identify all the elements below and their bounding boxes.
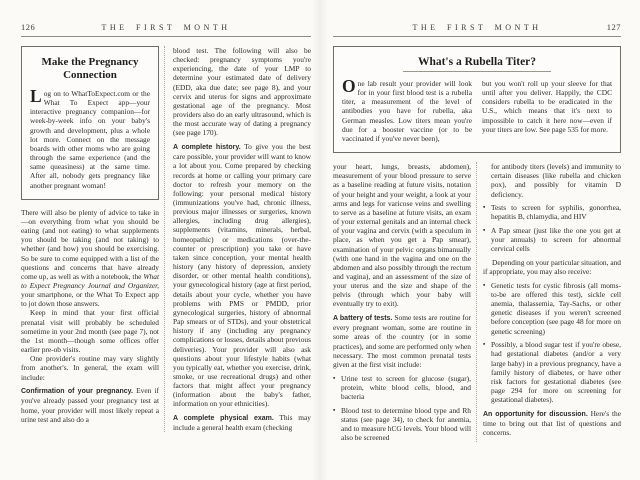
entry-lead: A battery of tests.: [333, 315, 393, 323]
paragraph: Keep in mind that your first official prenatal visit will probably be scheduled sometime in your 2nd month (see page 7), not the 1st month—though some offices offer earlier pre-ob visits.: [21, 308, 159, 355]
bullet-icon: ▪: [333, 406, 336, 414]
entry-lead: Confirmation of your pregnancy.: [21, 388, 133, 396]
box-column-2: but you won't roll up your sleeve for that until after you deliver. Happily, the CDC considers rubella to be eradicated in the U.S., which means that it's next to impossible to catch it here now—even if your titers are low. See page 535 for more.: [482, 79, 612, 134]
bullet-continuation: for antibody titers (levels) and immunity to certain diseases (like rubella and chicken pox), and possibly for vitamin D deficiency.: [491, 162, 621, 199]
entry-text: This may include a general health exam (checking: [173, 413, 311, 433]
page-header-right: [333, 22, 621, 37]
exam-entry-physical: [173, 413, 311, 432]
paragraph-continuation: your heart, lungs, breasts, abdomen), measurement of your blood pressure to serve as a baseline reading at future visits, notation of your height and your weight, a look at your arms and legs for varicose veins and swelling to serve as a baseline at future visits, an exam of your external genitals and an internal check of your vagina and cervix (with a speculum in place, as when you get a Pap smear), examination of your pelvic organs bimanually (with one hand in the vagina and one on the abdomen and also possibly through the rectum and vagina), and an assessment of the size of your uterus and the size and shape of the pelvis (through which your baby will eventually try to exit).: [333, 162, 471, 309]
list-item: [333, 374, 471, 401]
entry-text: To give you the best care possible, your provider will want to know a lot about you. Come prepared by checking records at home or calling your primary care doctor to refresh your memory on the following: your personal medical history (immunizations you've had, chronic illness, previous major illnesses or surgeries, known allergies, including drug allergies), supplements (vitamins, minerals, herbal, homeopathic) or medications (over-the-counter or prescription) you take or have taken since conception, your mental health history (any history of depression, anxiety disorder, or other mental health conditions), your gynecological history (age at first period, details about your cycle, whether you have problems with PMS or PMDD, prior gynecological surgeries, history of abnormal Pap smears or of STDs), and your obstetrical history if any (including any pregnancy complications or losses, details about previous deliveries). Your provider will also ask questions about your lifestyle habits (what you typically eat, whether you exercise, drink, smoke, or use recreational drugs) and other factors that might affect your pregnancy (information about the baby's father, information on your ethnicities).: [173, 142, 311, 409]
bullet-icon: ▪: [483, 341, 486, 349]
entry-text: Some tests are routine for every pregnant woman, some are routine in some areas of the country (or in some practices), and some are performed only when necessary. The most common prenatal tests given at the first visit include:: [333, 313, 471, 369]
list-item: [483, 203, 621, 221]
list-item-text: Tests to screen for syphilis, gonorrhea, hepatitis B, chlamydia, and HIV: [491, 203, 621, 222]
exam-entry-tests: [333, 313, 471, 369]
list-item-text: Genetic tests for cystic fibrosis (all moms-to-be are offered this test), sickle cell anemia, thalassemia, Tay-Sachs, or other genetic diseases if you weren't screened before conception (see page 48 for more on genetic screening): [491, 280, 621, 336]
running-head: THE FIRST MONTH: [101, 23, 231, 32]
box-column-1: [342, 76, 477, 143]
list-item: [333, 406, 471, 443]
list-item: [483, 281, 621, 336]
page-header-left: [21, 22, 311, 37]
paragraph: Depending on your particular situation, and if appropriate, you may also receive:: [483, 258, 621, 277]
list-item-text: Urine test to screen for glucose (sugar), protein, white blood cells, blood, and bacteria: [341, 373, 471, 401]
column-divider: [476, 162, 478, 442]
bullet-icon: ▪: [483, 281, 486, 289]
list-item: [483, 340, 621, 404]
page-127: [320, 0, 640, 480]
box-title-rule: [403, 71, 551, 72]
entry-lead: A complete physical exam.: [173, 415, 274, 423]
paragraph: [21, 208, 159, 309]
exam-entry-discussion: [483, 409, 621, 437]
column-divider: [164, 46, 168, 432]
box-body-text: ne lab result your provider will look for in your first blood test is a rubella titer, a measurement of the level of antibodies you have for rubella, aka German measles. Low titers mean you're due for a booster vaccine (or to be vaccinated if you've never been),: [342, 79, 472, 143]
book-title-italic: What to Expect Pregnancy Journal and Organizer,: [21, 271, 159, 290]
exam-entry-confirmation: [21, 386, 159, 424]
bullet-icon: ▪: [333, 374, 336, 382]
drop-cap: L: [30, 86, 42, 106]
rubella-titer-box: [333, 46, 621, 153]
box-title: What's a Rubella Titer?: [417, 56, 537, 68]
drop-cap: O: [342, 76, 356, 96]
page-number: 127: [606, 22, 621, 32]
box-body: [30, 86, 150, 190]
right-page-columns: [333, 162, 621, 442]
paragraph: One provider's routine may vary slightly from another's. In general, the exam will include:: [21, 354, 159, 382]
paragraph-continuation: blood test. The following will also be checked: pregnancy symptoms you're experiencing, the date of your LMP to determine your estimated date of delivery (EDD, aka due date; see page 8), and your cervix and uterus for signs and approximate gestational age of the pregnancy. Most providers also do an early ultrasound, which is the most accurate way of dating a pregnancy (see page 170).: [173, 46, 311, 138]
box-title: Make the Pregnancy Connection: [41, 56, 139, 81]
right-page-column-2: [483, 162, 621, 442]
paragraph-text: There will also be plenty of advice to take in—on everything from what you should be eating (and not eating) to what supplements you should be taking (and not taking) to whether (and how) you should be exercising. So be sure to come equipped with a list of the questions and concerns that have already come up, as well as with a notebook, the: [21, 207, 159, 281]
bullet-icon: ▪: [483, 227, 486, 235]
entry-lead: A complete history.: [173, 144, 241, 152]
page-number: 126: [21, 22, 36, 32]
list-item-text: Blood test to determine blood type and Rh status (see page 34), to check for anemia, and to measure hCG levels. Your blood will also be screened: [341, 405, 471, 442]
left-page-column-1: [21, 46, 159, 432]
exam-entry-history: [173, 142, 311, 409]
entry-text: Even if you've already passed your pregnancy test at home, your provider will most likely repeat a urine test and also do a: [21, 386, 159, 424]
entry-text: Here's the time to bring out that list of questions and concerns.: [483, 408, 621, 438]
right-page-column-1: [333, 162, 471, 442]
list-item-text: A Pap smear (just like the one you get at your annuals) to screen for abnormal cervical cells: [491, 226, 621, 254]
bullet-icon: ▪: [483, 204, 486, 212]
pregnancy-connection-box: [21, 46, 159, 200]
left-page-columns: [21, 46, 311, 432]
rubella-box-columns: [342, 76, 612, 143]
list-item: [483, 226, 621, 253]
running-head: THE FIRST MONTH: [412, 23, 542, 32]
list-item-text: Possibly, a blood sugar test if you're obese, had gestational diabetes (and/or a very large baby) in a previous pregnancy, have a family history of diabetes, or have other risk factors for gestational diabetes (see page 294 for more on screening for gestational diabetes).: [491, 340, 621, 405]
box-body-text: og on to WhatToExpect.com or the What To Expect app—your interactive pregnancy companion—for week-by-week info on your baby's growth and development, plus a whole lot more. Connect on the message boards with other moms who are going through the same experience (and the same queasiness) at the same time. After all, nobody gets pregnancy like another pregnant woman!: [30, 89, 150, 190]
left-page-column-2: [173, 46, 311, 432]
entry-lead: An opportunity for discussion.: [483, 410, 588, 418]
paragraph-text: your smartphone, or the What To Expect app to jot down those answers.: [21, 290, 159, 309]
